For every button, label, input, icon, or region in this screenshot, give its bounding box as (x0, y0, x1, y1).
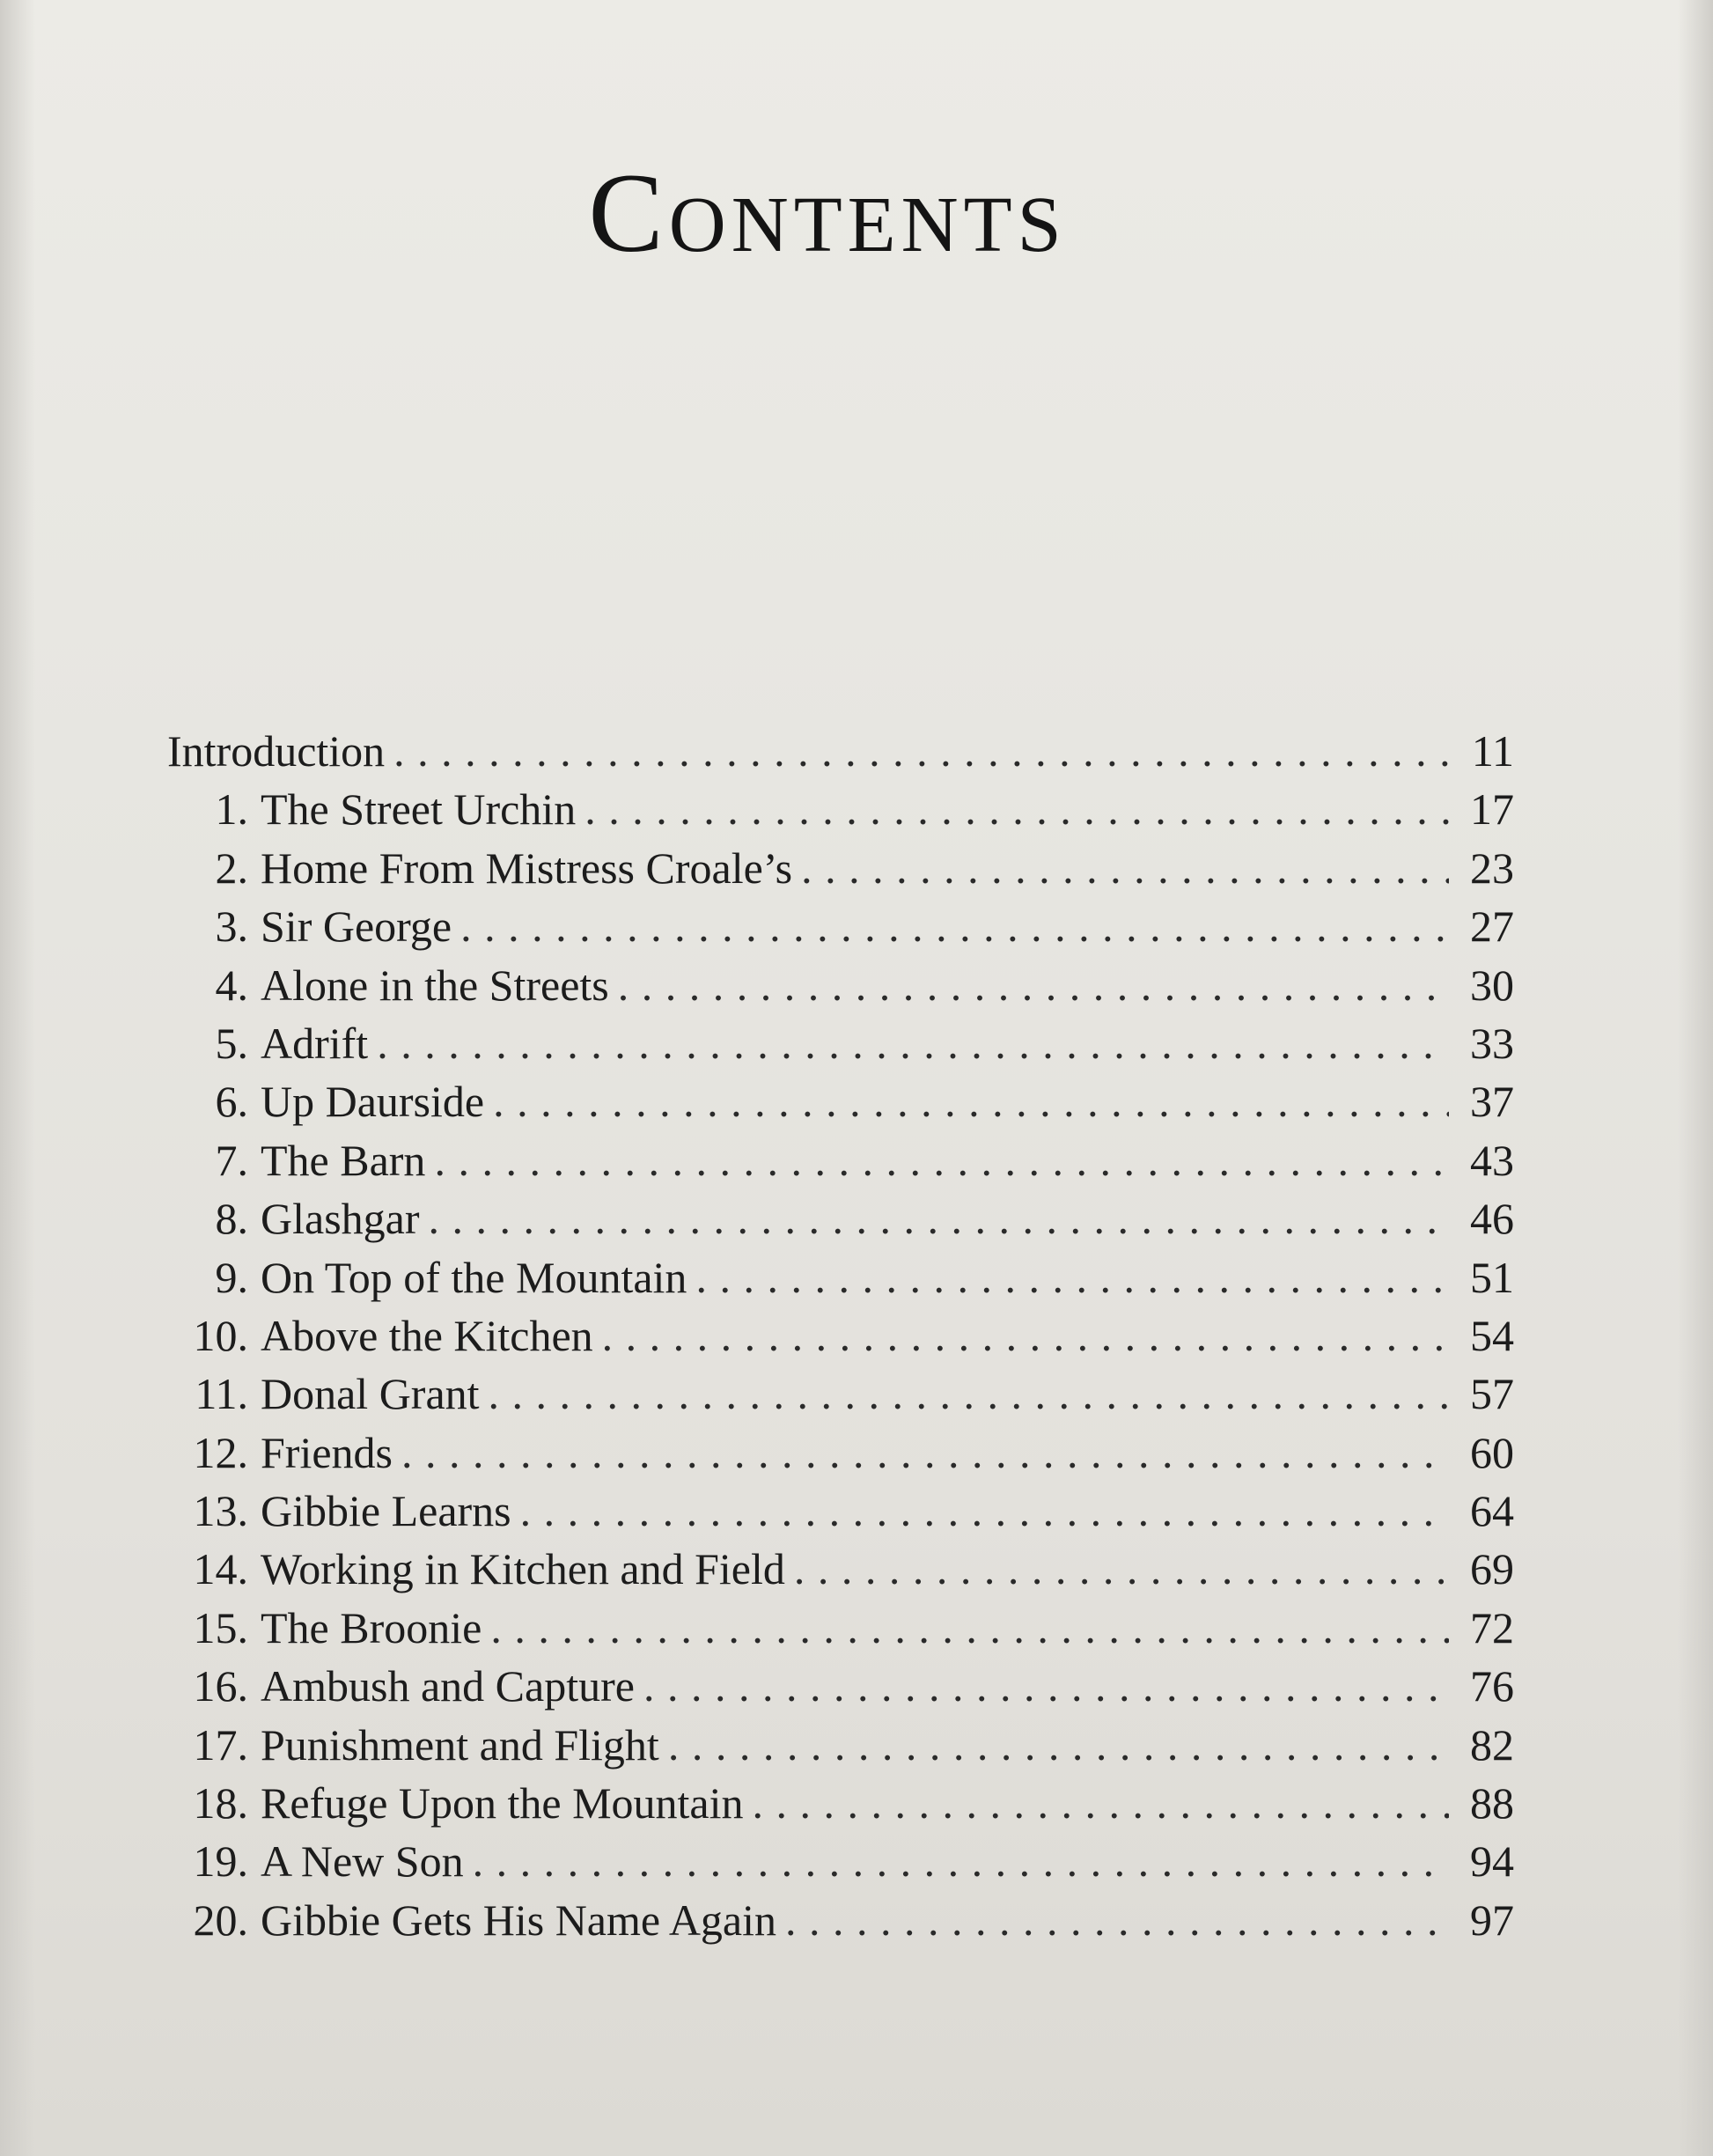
chapter-title: A New Son (261, 1836, 464, 1887)
page-shadow-left (0, 0, 35, 2156)
toc-entry (167, 1365, 1514, 1423)
toc-entry (167, 1599, 1514, 1657)
page-number: 33 (1470, 1018, 1514, 1068)
page-shadow-right (1678, 0, 1713, 2156)
dot-leader (602, 1306, 1449, 1365)
dot-leader (490, 1599, 1449, 1657)
chapter-title: Donal Grant (261, 1369, 480, 1419)
chapter-title: Friends (261, 1427, 393, 1477)
toc-entry (167, 1072, 1514, 1130)
page-number: 17 (1470, 784, 1514, 835)
toc-entry (167, 1891, 1514, 1949)
page-number: 97 (1470, 1895, 1514, 1945)
dot-leader (785, 1891, 1449, 1949)
toc-entry (167, 897, 1514, 955)
chapter-title: Glashgar (261, 1194, 420, 1244)
page-number: 54 (1470, 1310, 1514, 1360)
chapter-number: 14. (193, 1544, 248, 1594)
toc-entry (167, 1014, 1514, 1072)
dot-leader (668, 1716, 1449, 1774)
dot-leader (434, 1131, 1449, 1189)
chapter-number: 8. (215, 1194, 248, 1244)
chapter-title: Alone in the Streets (261, 960, 609, 1010)
page-number: 11 (1471, 726, 1514, 776)
chapter-title: Adrift (261, 1018, 369, 1068)
page-number: 30 (1470, 960, 1514, 1010)
toc-entry (167, 1540, 1514, 1598)
chapter-title: Up Daurside (261, 1077, 485, 1127)
dot-leader (429, 1189, 1450, 1247)
chapter-title: Home From Mistress Croale’s (261, 843, 793, 893)
chapter-number: 9. (215, 1252, 248, 1302)
page-number: 46 (1470, 1194, 1514, 1244)
toc-entry (167, 1832, 1514, 1890)
chapter-number: 15. (193, 1602, 248, 1652)
toc-entry (167, 1774, 1514, 1832)
chapter-title: The Street Urchin (261, 784, 577, 835)
chapter-number: 11. (195, 1369, 248, 1419)
chapter-number: 5. (215, 1018, 248, 1068)
dot-leader (801, 839, 1449, 897)
chapter-title: Ambush and Capture (261, 1661, 635, 1711)
chapter-number: 6. (215, 1077, 248, 1127)
dot-leader (584, 780, 1449, 838)
dot-leader (401, 1424, 1449, 1482)
page-title: Contents (588, 151, 1067, 276)
chapter-number: 1. (215, 784, 248, 835)
toc-entry (167, 1131, 1514, 1189)
page-number: 94 (1470, 1836, 1514, 1887)
toc-entry (167, 1482, 1514, 1540)
toc-entry (167, 1306, 1514, 1365)
chapter-title: The Barn (261, 1135, 426, 1185)
dot-leader (393, 722, 1449, 780)
chapter-title: Refuge Upon the Mountain (261, 1778, 744, 1829)
chapter-number: 4. (215, 960, 248, 1010)
dot-leader (377, 1014, 1449, 1072)
toc-entry (167, 839, 1514, 897)
dot-leader (520, 1482, 1449, 1540)
dot-leader (489, 1365, 1449, 1423)
dot-leader (493, 1072, 1449, 1130)
page-number: 51 (1470, 1252, 1514, 1302)
chapter-number: 2. (215, 843, 248, 893)
page-number: 72 (1470, 1602, 1514, 1652)
toc-entry (167, 956, 1514, 1014)
chapter-title: Above the Kitchen (261, 1310, 593, 1360)
dot-leader (460, 897, 1449, 955)
chapter-number: 3. (215, 901, 248, 952)
chapter-number: 10. (193, 1310, 248, 1360)
page-number: 88 (1470, 1778, 1514, 1829)
dot-leader (753, 1774, 1449, 1832)
chapter-number: 16. (193, 1661, 248, 1711)
chapter-number: 17. (193, 1719, 248, 1770)
table-of-contents (167, 722, 1514, 1949)
toc-entry (167, 1424, 1514, 1482)
page-number: 27 (1470, 901, 1514, 952)
chapter-number: 7. (215, 1135, 248, 1185)
chapter-number: 18. (193, 1778, 248, 1829)
toc-entry (167, 1248, 1514, 1306)
page-number: 69 (1470, 1544, 1514, 1594)
chapter-title: The Broonie (261, 1602, 482, 1652)
page-number: 57 (1470, 1369, 1514, 1419)
toc-entry (167, 1657, 1514, 1715)
dot-leader (473, 1832, 1449, 1890)
chapter-title: Gibbie Gets His Name Again (261, 1895, 777, 1945)
dot-leader (618, 956, 1449, 1014)
page-number: 60 (1470, 1427, 1514, 1477)
chapter-title: Punishment and Flight (261, 1719, 659, 1770)
page-number: 43 (1470, 1135, 1514, 1185)
dot-leader (643, 1657, 1449, 1715)
chapter-number: 13. (193, 1486, 248, 1536)
page-number: 76 (1470, 1661, 1514, 1711)
chapter-title: On Top of the Mountain (261, 1252, 687, 1302)
chapter-number: 20. (193, 1895, 248, 1945)
chapter-title: Sir George (261, 901, 452, 952)
page-number: 64 (1470, 1486, 1514, 1536)
toc-entry (167, 1189, 1514, 1247)
toc-entry (167, 780, 1514, 838)
chapter-title: Working in Kitchen and Field (261, 1544, 785, 1594)
toc-entry (167, 722, 1514, 780)
toc-entry (167, 1716, 1514, 1774)
chapter-title: Introduction (167, 726, 386, 776)
dot-leader (794, 1540, 1449, 1598)
dot-leader (695, 1248, 1449, 1306)
page-number: 23 (1470, 843, 1514, 893)
chapter-title: Gibbie Learns (261, 1486, 511, 1536)
page-number: 82 (1470, 1719, 1514, 1770)
chapter-number: 19. (193, 1836, 248, 1887)
page-number: 37 (1470, 1077, 1514, 1127)
chapter-number: 12. (193, 1427, 248, 1477)
